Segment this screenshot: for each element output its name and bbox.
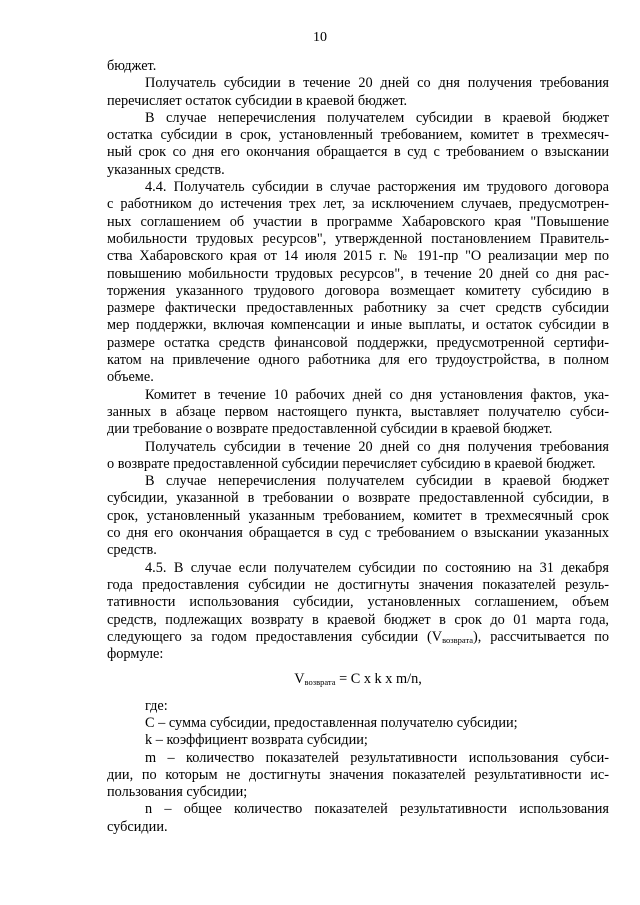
text-line: мер поддержки, включая компенсации и иные выплаты, и остаток субсидии в [107, 317, 609, 334]
text-line: где: [145, 697, 168, 714]
text-line: субсидии, указанной в требовании о возврате предоставленной субсидии, в [107, 490, 609, 507]
text-line: размере фактически предоставленных работнику за счет средств субсидии [107, 300, 609, 317]
text-line: средств, подлежащих возврату в краевой бюджет в срок до 01 марта года, [107, 611, 609, 628]
document-body [107, 58, 609, 836]
subscript: возврата [442, 634, 474, 645]
text-line: средств. [107, 542, 157, 559]
text-line: Комитет в течение 10 рабочих дней со дня установления фактов, ука- [145, 386, 609, 403]
text-line: ства Хабаровского края от 14 июля 2015 г. № 191-пр "О реализации мер по [107, 248, 609, 265]
text-line: объеме. [107, 369, 154, 386]
text-line: указанных средств. [107, 161, 225, 178]
text-line: формуле: [107, 646, 164, 663]
definition-n: n – общее количество показателей результативности использования [145, 801, 609, 818]
text-line: ный срок со дня его окончания обращается в суд с требованием о взыскании [107, 144, 609, 161]
text-line: размере остатка средств финансовой поддержки, предусмотренной сертифи- [107, 334, 609, 351]
text-line: занных в абзаце первом настоящего пункта, выставляет получателю субси- [107, 403, 609, 420]
text-line: о возврате предоставленной субсидии перечисляет субсидию в краевой бюджет. [107, 455, 596, 472]
text-line: 4.4. Получатель субсидии в случае расторжения им трудового договора [145, 179, 609, 196]
definition-c: C – сумма субсидии, предоставленная получателю субсидии; [145, 714, 518, 731]
text-line: дии, по которым не достигнуты значения показателей результативности ис- [107, 766, 609, 783]
text-line: 4.5. В случае если получателем субсидии по состоянию на 31 декабря [145, 559, 609, 576]
text-line: торжения указанного трудового договора возмещает комитету субсидию в [107, 282, 609, 299]
formula [107, 671, 609, 688]
text-line: перечисляет остаток субсидии в краевой бюджет. [107, 92, 408, 109]
text-line: повышению мобильности трудовых ресурсов", в течение 20 дней со дня рас- [107, 265, 609, 282]
text-line: тативности использования субсидии, установленных соглашением, объем [107, 594, 609, 611]
text-line: В случае неперечисления получателем субсидии в краевой бюджет [145, 473, 609, 490]
text-line: со дня его окончания обращается в суд с требованием о взыскании указанных [107, 525, 609, 542]
formula-expression: = C x k x m/n, [335, 671, 422, 688]
text-line: катом на привлечение одного работника для его трудоустройства, в полном [107, 352, 609, 369]
text-span: следующего за годом предоставления субсидии (V [107, 628, 443, 645]
text-line [107, 629, 609, 646]
text-line: В случае неперечисления получателем субсидии в краевой бюджет [145, 109, 609, 126]
text-line: Получатель субсидии в течение 20 дней со дня получения требования [145, 438, 609, 455]
text-line: дии требование о возврате предоставленной субсидии в краевой бюджет. [107, 421, 553, 438]
text-line: бюджет. [107, 58, 157, 74]
formula-variable: V [294, 671, 305, 688]
text-line: срок, установленный указанным требованием, комитет в трехмесячный срок [107, 507, 609, 524]
text-line: года предоставления субсидии не достигнуты значения показателей резуль- [107, 576, 609, 593]
page-number: 10 [313, 30, 327, 45]
text-line: остатка субсидии в срок, установленный требованием, комитет в трехмесяч- [107, 127, 609, 144]
text-line: мобильности трудовых ресурсов", утвержденной постановлением Правитель- [107, 230, 609, 247]
text-line: ных соглашением об участии в программе Хабаровского края "Повышение [107, 213, 609, 230]
formula-subscript: возврата [304, 677, 336, 688]
text-line: Получатель субсидии в течение 20 дней со дня получения требования [145, 75, 609, 92]
text-line: субсидии. [107, 818, 168, 835]
definition-m: m – количество показателей результативности использования субси- [145, 749, 609, 766]
text-span: ), рассчитывается по [473, 628, 609, 645]
text-line: с работником до истечения трех лет, за исключением случаев, предусмотрен- [107, 196, 609, 213]
definition-k: k – коэффициент возврата субсидии; [145, 732, 368, 749]
text-line: пользования субсидии; [107, 784, 248, 801]
